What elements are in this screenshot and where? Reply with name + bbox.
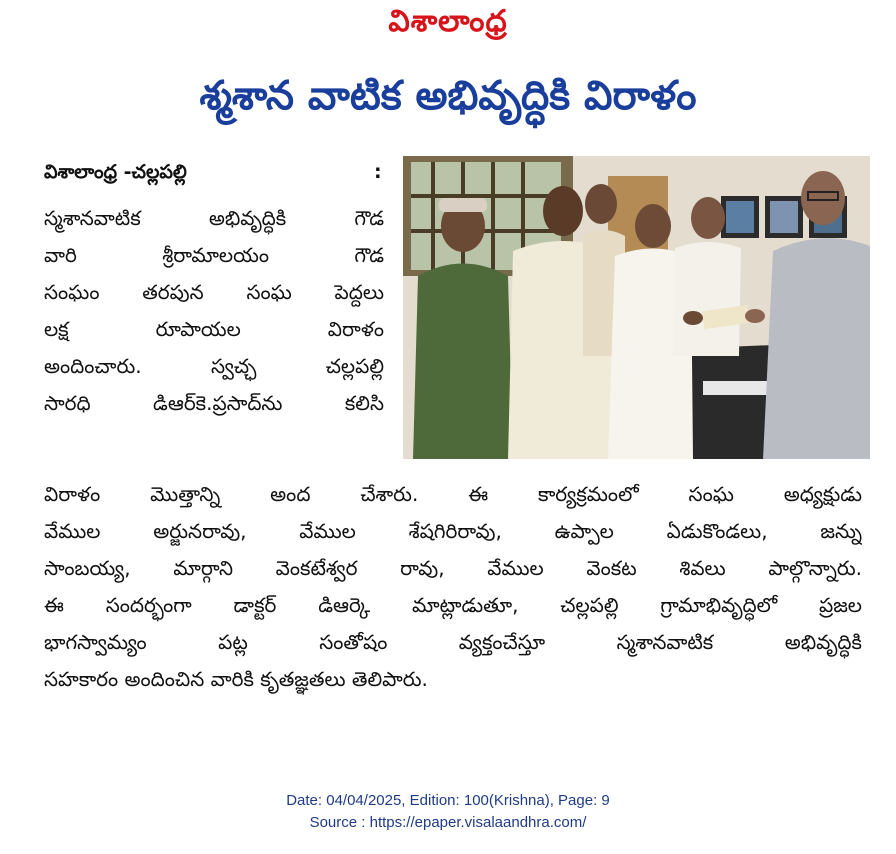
article-photo: [403, 156, 870, 459]
text-line: ఈ సందర్భంగా డాక్టర్ డిఆర్కె మాట్లాడుతూ, చల్లపల్లి గ్రామాభివృద్ధిలో ప్రజల: [44, 593, 862, 617]
dateline-colon: :: [374, 161, 382, 183]
text-line: సంఘం తరపున సంఘ పెద్దలు: [44, 280, 384, 304]
text-line: సాంబయ్య, మార్గాని వెంకటేశ్వర రావు, వేముల వెంకట శివలు పాల్గొన్నారు.: [44, 556, 862, 580]
photo-illustration: [403, 156, 870, 459]
text-line: భాగస్వామ్యం పట్ల సంతోషం వ్యక్తంచేస్తూ స్మశానవాటిక అభివృద్ధికి: [44, 630, 862, 654]
text-line: విరాళం మొత్తాన్ని అంద చేశారు. ఈ కార్యక్రమంలో సంఘ అధ్యక్షుడు: [44, 482, 862, 506]
edition-info: Date: 04/04/2025, Edition: 100(Krishna), Page: 9: [286, 792, 610, 809]
text-line: సహకారం అందించిన వారికి కృతజ్ఞతలు తెలిపారు.: [44, 667, 428, 691]
text-line: లక్ష రూపాయల విరాళం: [44, 317, 384, 341]
article-column-text: [44, 200, 384, 422]
text-line: సారధి డిఆర్‌కె.ప్రసాద్‌ను కలిసి: [44, 391, 384, 415]
text-line: స్మశానవాటిక అభివృద్ధికి గౌడ: [44, 206, 384, 230]
article-body-text: [44, 476, 862, 698]
source-footer: [0, 790, 896, 834]
article-headline: శ్మశాన వాటిక అభివృద్ధికి విరాళం: [199, 73, 697, 119]
dateline-text: విశాలాంధ్ర -చల్లపల్లి: [44, 161, 187, 183]
masthead-logo: విశాలాంధ్ర: [388, 4, 508, 39]
text-line: అందించారు. స్వచ్ఛ చల్లపల్లి: [44, 354, 384, 378]
source-link[interactable]: Source : https://epaper.visalaandhra.com/: [309, 814, 587, 831]
text-line: వేముల అర్జునరావు, వేముల శేషగిరిరావు, ఉప్పాల ఏడుకొండలు, జన్ను: [44, 519, 862, 543]
text-line: వారి శ్రీరామాలయం గౌడ: [44, 243, 384, 267]
dateline: [44, 157, 394, 187]
